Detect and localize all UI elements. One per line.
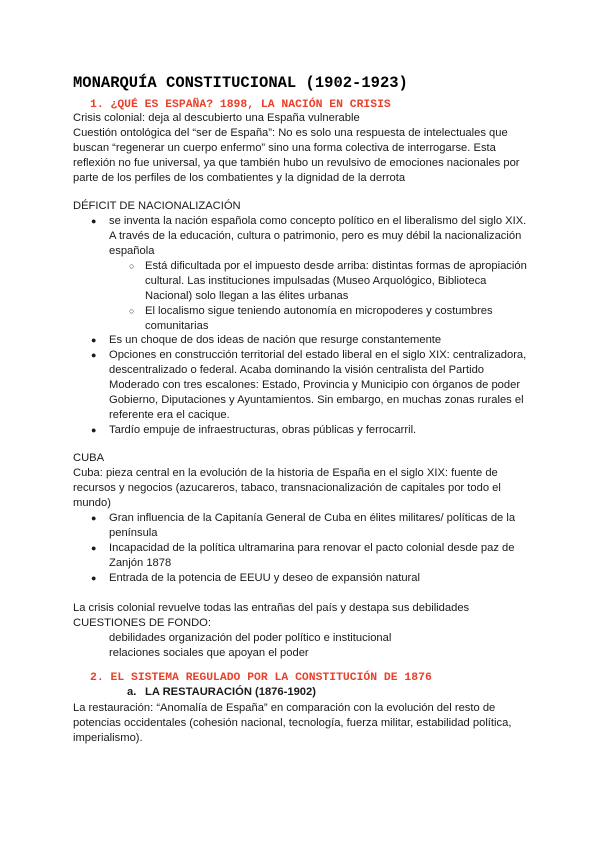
bullet-icon: ● [91, 335, 97, 345]
bullet-icon: ● [91, 350, 97, 360]
cuba-heading: CUBA [73, 452, 105, 464]
list-item: Gran influencia de la Capitanía General de Cuba en élites militares/ políticas de la [109, 512, 516, 524]
paragraph-line: buscan “regenerar un cuerpo enfermo” sino una forma colectiva de interrogarse. Esta [73, 142, 496, 154]
list-item: Entrada de la potencia de EEUU y deseo de expansión natural [109, 572, 420, 584]
subsection-heading: LA RESTAURACIÓN (1876-1902) [145, 686, 316, 698]
sub-bullet-icon: ○ [129, 306, 135, 316]
bullet-icon: ● [91, 216, 97, 226]
bullet-icon: ● [91, 513, 97, 523]
list-item: Nacional) solo llegan a las élites urbanas [145, 290, 349, 302]
paragraph-line: La restauración: “Anomalía de España” en comparación con la evolución del resto de [73, 702, 496, 714]
paragraph-line: mundo) [73, 497, 111, 509]
paragraph-line: reflexión no fue universal, ya que también hubo un revulsivo de emociones nacionales por [73, 157, 520, 169]
page-title: MONARQUÍA CONSTITUCIONAL (1902-1923) [73, 74, 408, 92]
list-item: península [109, 527, 158, 539]
section-1-heading: 1. ¿QUÉ ES ESPAÑA? 1898, LA NACIÓN EN CRISIS [90, 99, 391, 111]
paragraph-line: Cuba: pieza central en la evolución de la historia de España en el siglo XIX: fuente de [73, 467, 498, 479]
list-item: española [109, 245, 155, 257]
list-item: Moderado con tres escalones: Estado, Provincia y Municipio con órganos de poder [109, 379, 521, 391]
list-item: Tardío empuje de infraestructuras, obras públicas y ferrocarril. [109, 424, 417, 436]
subsection-marker: a. [127, 686, 137, 698]
list-item: se inventa la nación española como concepto político en el liberalismo del siglo XIX. [109, 215, 527, 227]
paragraph-line: Crisis colonial: deja al descubierto una España vulnerable [73, 112, 360, 124]
list-item: referente era el cacique. [109, 409, 230, 421]
section-2-heading: 2. EL SISTEMA REGULADO POR LA CONSTITUCIÓN DE 1876 [90, 672, 432, 684]
list-item: Opciones en construcción territorial del estado liberal en el siglo XIX: centralizadora, [109, 349, 527, 361]
paragraph-line: La crisis colonial revuelve todas las entrañas del país y destapa sus debilidades [73, 602, 470, 614]
list-item: El localismo sigue teniendo autonomía en micropoderes y costumbres [145, 305, 493, 317]
paragraph-line: relaciones sociales que apoyan el poder [109, 647, 309, 659]
paragraph-line: CUESTIONES DE FONDO: [73, 617, 211, 629]
list-item: Zanjón 1878 [109, 557, 172, 569]
bullet-icon: ● [91, 543, 97, 553]
deficit-heading: DÉFICIT DE NACIONALIZACIÓN [73, 200, 241, 212]
list-item: Es un choque de dos ideas de nación que resurge constantemente [109, 334, 442, 346]
paragraph-line: recursos y negocios (azucareros, tabaco, transnacionalización de capitales por todo el [73, 482, 501, 494]
list-item: descentralizado o federal. Acaba dominando la visión centralista del Partido [109, 364, 485, 376]
list-item: cultural. Las instituciones impulsadas (Museo Arquológico, Biblioteca [145, 275, 487, 287]
bullet-icon: ● [91, 573, 97, 583]
sub-bullet-icon: ○ [129, 261, 135, 271]
paragraph-line: Cuestión ontológica del “ser de España”: No es solo una respuesta de intelectuales que [73, 127, 508, 139]
list-item: A través de la educación, cultura o patrimonio, pero es muy débil la nacionalización [109, 230, 522, 242]
paragraph-line: debilidades organización del poder político e institucional [109, 632, 392, 644]
list-item: comunitarias [145, 320, 209, 332]
paragraph-line: potencias occidentales (cohesión nacional, tecnología, fuerza militar, estabilidad política, [73, 717, 512, 729]
paragraph-line: imperialismo). [73, 732, 143, 744]
list-item: Incapacidad de la política ultramarina para renovar el pacto colonial desde paz de [109, 542, 515, 554]
list-item: Está dificultada por el impuesto desde arriba: distintas formas de apropiación [145, 260, 527, 272]
list-item: Gobierno, Diputaciones y Ayuntamientos. Sin embargo, en muchas zonas rurales el [109, 394, 524, 406]
paragraph-line: parte de los perfiles de los combatientes y la dignidad de la derrota [73, 172, 406, 184]
bullet-icon: ● [91, 425, 97, 435]
